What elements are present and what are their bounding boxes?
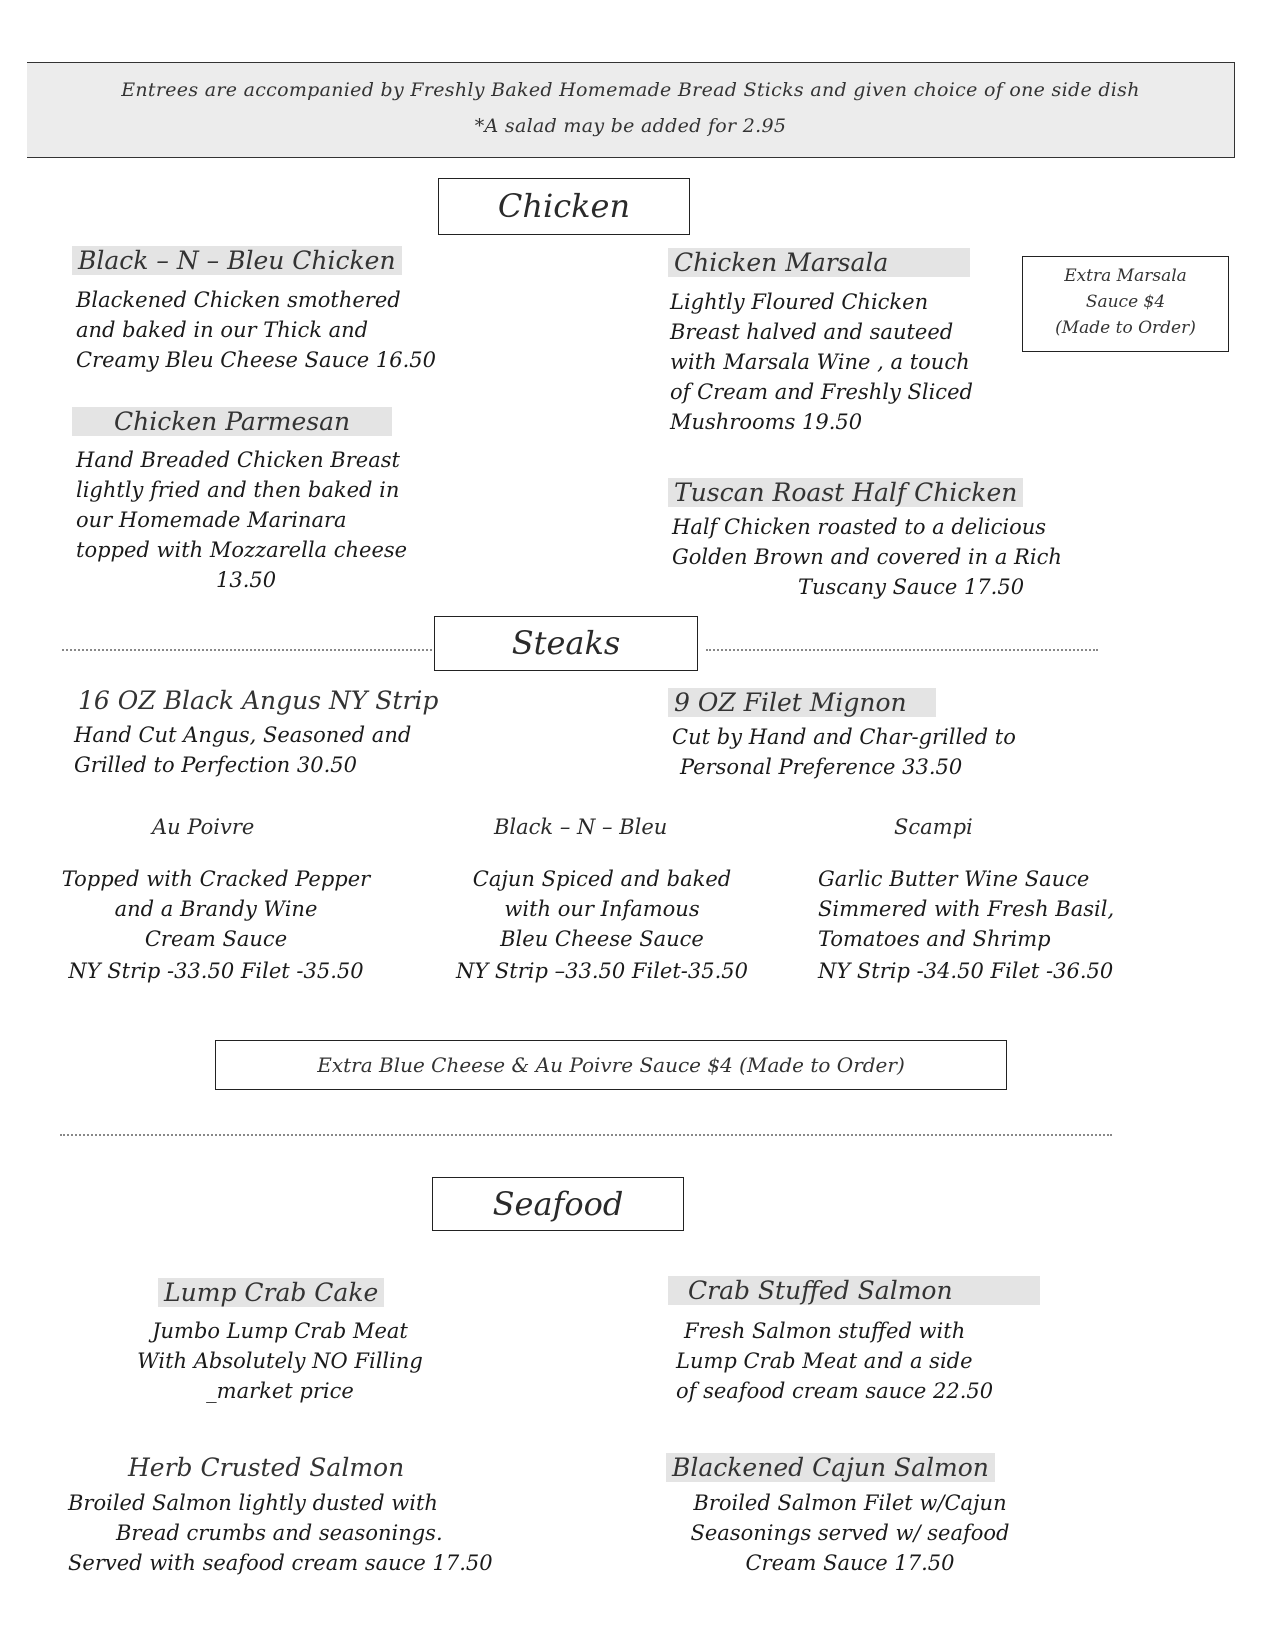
desc-line: Creamy Bleu Cheese Sauce 16.50 [76, 348, 437, 372]
black-n-bleu-steak-title: Black – N – Bleu [494, 815, 668, 839]
blackened-cajun-salmon-title: Blackened Cajun Salmon [666, 1453, 995, 1482]
blackened-cajun-salmon-desc [660, 1488, 1040, 1578]
seafood-heading: Seafood [432, 1177, 684, 1231]
desc-line: _market price [206, 1379, 354, 1403]
desc-line: of seafood cream sauce 22.50 [676, 1379, 994, 1403]
au-poivre-title: Au Poivre [152, 815, 255, 839]
desc-line: Mushrooms 19.50 [670, 410, 863, 434]
desc-line: Hand Cut Angus, Seasoned and [74, 723, 412, 747]
chicken-marsala-desc [670, 287, 973, 437]
desc-line: Cream Sauce [144, 927, 288, 951]
dotted-divider [62, 649, 432, 651]
dotted-divider [60, 1134, 1112, 1136]
desc-line: Cream Sauce 17.50 [745, 1551, 955, 1575]
filet-mignon-title: 9 OZ Filet Mignon [668, 688, 936, 717]
desc-line: Golden Brown and covered in a Rich [672, 545, 1062, 569]
note-line: Sauce $4 [1085, 292, 1166, 312]
desc-line: NY Strip –33.50 Filet-35.50 [456, 959, 748, 983]
tuscan-chicken-title: Tuscan Roast Half Chicken [668, 478, 1023, 507]
black-n-bleu-chicken-title: Black – N – Bleu Chicken [72, 246, 402, 275]
desc-line: Simmered with Fresh Basil, [818, 897, 1115, 921]
desc-line: with our Infamous [504, 897, 700, 921]
note-line: (Made to Order) [1055, 318, 1196, 338]
desc-line: Hand Breaded Chicken Breast [76, 448, 400, 472]
desc-line: Broiled Salmon lightly dusted with [68, 1491, 438, 1515]
desc-line: Cut by Hand and Char-grilled to [672, 725, 1016, 749]
marsala-extra-sauce-note [1022, 256, 1229, 352]
filet-mignon-desc [672, 722, 1016, 782]
desc-line: Blackened Chicken smothered [76, 288, 401, 312]
banner-line-2: *A salad may be added for 2.95 [474, 115, 787, 137]
intro-banner [27, 62, 1235, 158]
desc-line: Personal Preference 33.50 [680, 755, 963, 779]
desc-line: Garlic Butter Wine Sauce [818, 867, 1090, 891]
desc-line: Cajun Spiced and baked [472, 867, 732, 891]
desc-line: Breast halved and sauteed [670, 320, 954, 344]
desc-line: Lightly Floured Chicken [670, 290, 929, 314]
banner-line-1: Entrees are accompanied by Freshly Baked Homemade Bread Sticks and given choice of one side dish [121, 79, 1140, 101]
desc-line: Seasonings served w/ seafood [690, 1521, 1010, 1545]
lump-crab-cake-desc [100, 1316, 460, 1406]
dotted-divider [706, 649, 1098, 651]
herb-crusted-salmon-title: Herb Crusted Salmon [128, 1453, 405, 1482]
crab-stuffed-salmon-desc [676, 1316, 993, 1406]
desc-line: 13.50 [216, 568, 277, 592]
desc-line: With Absolutely NO Filling [137, 1349, 423, 1373]
ny-strip-desc [74, 720, 411, 780]
desc-line: of Cream and Freshly Sliced [670, 380, 973, 404]
au-poivre-desc [36, 864, 396, 988]
desc-line: Jumbo Lump Crab Meat [152, 1319, 408, 1343]
desc-line: NY Strip -33.50 Filet -35.50 [68, 959, 364, 983]
desc-line: Half Chicken roasted to a delicious [672, 515, 1047, 539]
desc-line: Served with seafood cream sauce 17.50 [68, 1551, 493, 1575]
desc-line: NY Strip -34.50 Filet -36.50 [818, 959, 1114, 983]
crab-stuffed-salmon-title: Crab Stuffed Salmon [668, 1276, 1040, 1305]
steaks-heading: Steaks [434, 616, 698, 671]
chicken-marsala-title: Chicken Marsala [668, 248, 970, 277]
chicken-heading: Chicken [438, 178, 690, 235]
desc-line: topped with Mozzarella cheese [76, 538, 408, 562]
note-line: Extra Marsala [1064, 266, 1187, 286]
desc-line: Bread crumbs and seasonings. [116, 1521, 443, 1545]
ny-strip-title: 16 OZ Black Angus NY Strip [78, 686, 439, 715]
lump-crab-cake-title: Lump Crab Cake [158, 1278, 384, 1307]
black-n-bleu-chicken-desc [76, 285, 436, 375]
desc-line: Topped with Cracked Pepper [61, 867, 371, 891]
extra-sauce-note: Extra Blue Cheese & Au Poivre Sauce $4 (Made to Order) [215, 1040, 1007, 1090]
desc-line: our Homemade Marinara [76, 508, 347, 532]
desc-line: and baked in our Thick and [76, 318, 369, 342]
desc-line: Tomatoes and Shrimp [818, 927, 1051, 951]
scampi-desc [818, 864, 1114, 988]
tuscan-chicken-desc [672, 512, 1062, 602]
herb-crusted-salmon-desc [68, 1488, 493, 1578]
desc-line: Broiled Salmon Filet w/Cajun [693, 1491, 1007, 1515]
scampi-title: Scampi [894, 815, 973, 839]
desc-line: Fresh Salmon stuffed with [684, 1319, 966, 1343]
desc-line: Grilled to Perfection 30.50 [74, 753, 357, 777]
desc-line: Lump Crab Meat and a side [676, 1349, 973, 1373]
desc-line: and a Brandy Wine [114, 897, 318, 921]
black-n-bleu-steak-desc [432, 864, 772, 988]
desc-line: Tuscany Sauce 17.50 [798, 575, 1025, 599]
desc-line: Bleu Cheese Sauce [500, 927, 704, 951]
chicken-parmesan-desc [76, 445, 456, 595]
desc-line: lightly fried and then baked in [76, 478, 400, 502]
desc-line: with Marsala Wine , a touch [670, 350, 970, 374]
chicken-parmesan-title: Chicken Parmesan [72, 407, 392, 436]
